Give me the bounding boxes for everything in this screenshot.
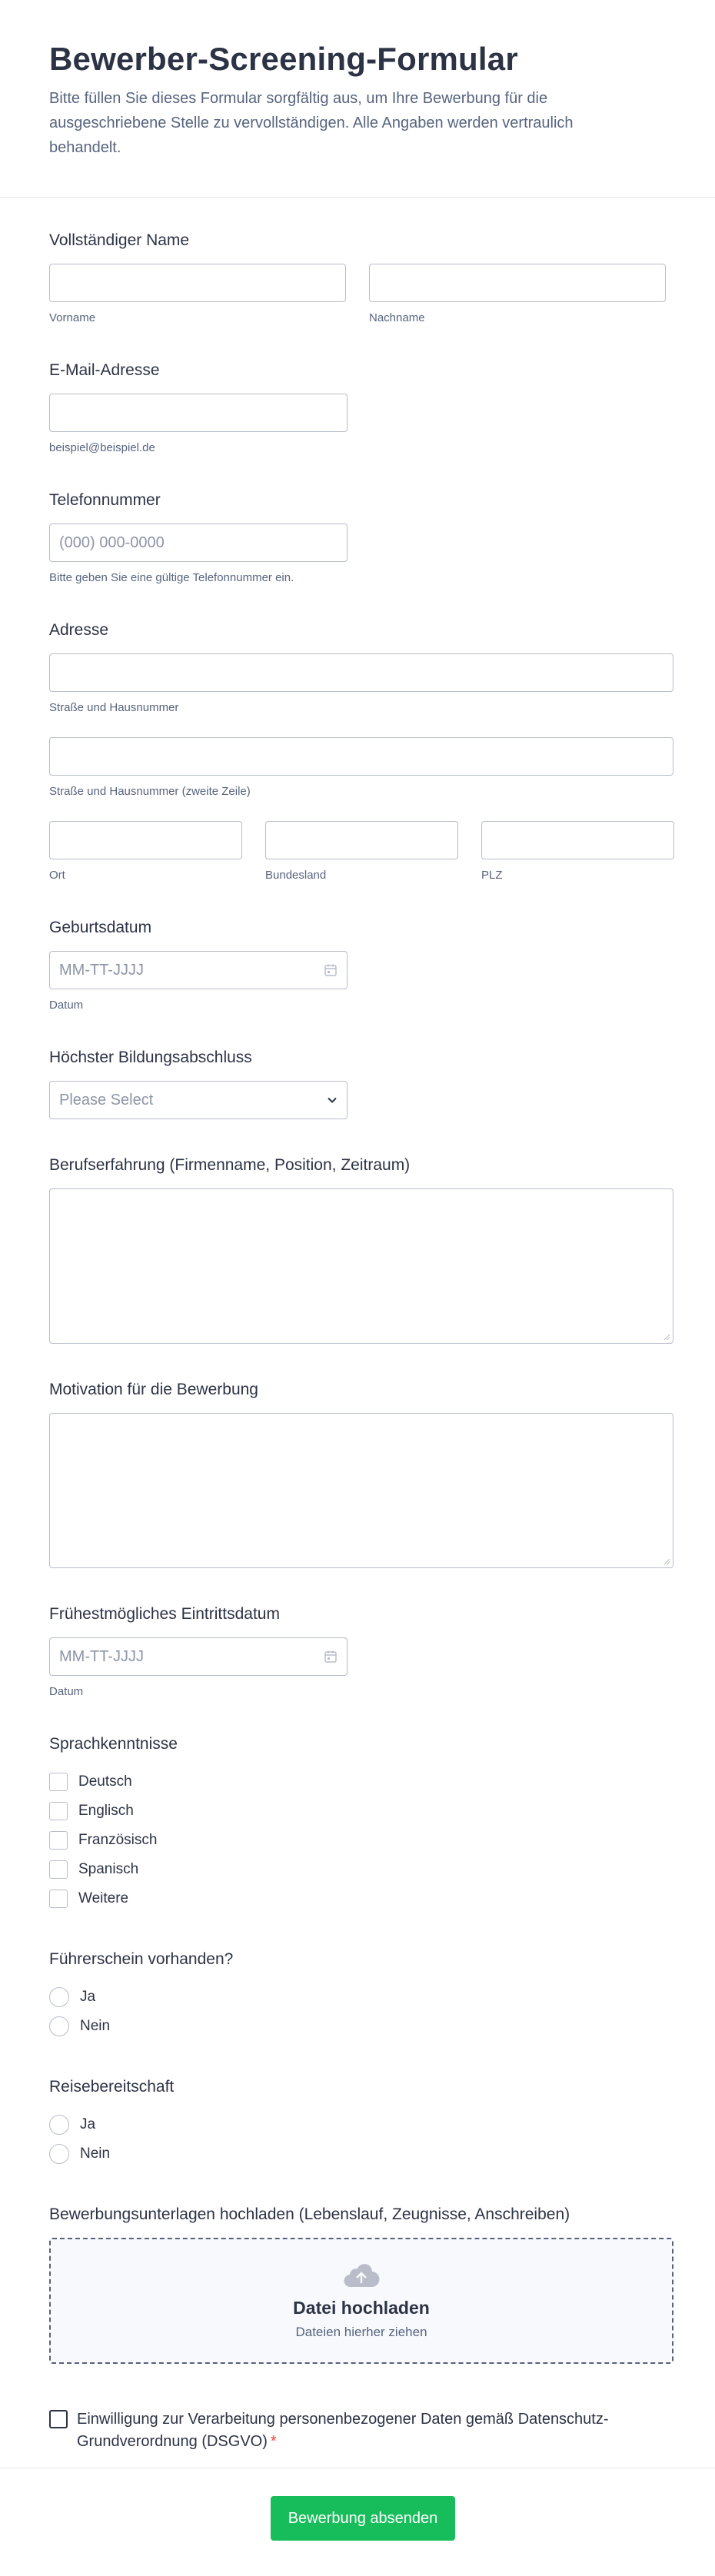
travel-option-label: Ja [80,2116,96,2133]
language-option-label: Spanisch [78,1861,139,1878]
phone-placeholder: (000) 000-0000 [59,533,165,551]
birthdate-sublabel: Datum [49,999,84,1012]
city-sublabel: Ort [49,869,65,882]
license-option-label: Ja [80,1989,96,2006]
license-label: Führerschein vorhanden? [49,1950,234,1969]
language-option[interactable] [49,1855,666,1884]
education-select[interactable] [49,1081,348,1119]
start-date-input[interactable] [49,1637,348,1676]
file-upload-dropzone[interactable] [49,2238,673,2364]
page-title: Bewerber-Screening-Formular [49,41,518,77]
birthdate-field [49,919,666,1012]
start-date-field [49,1605,666,1698]
language-option[interactable] [49,1884,666,1913]
education-selected-value: Please Select [59,1091,154,1109]
languages-label: Sprachkenntnisse [49,1735,178,1753]
consent-label [77,2408,630,2453]
state-input[interactable] [265,821,458,859]
email-input[interactable] [49,394,348,432]
consent-field [49,2408,666,2453]
experience-field [49,1156,666,1344]
upload-label: Bewerbungsunterlagen hochladen (Lebenslauf, Zeugnisse, Anschreiben) [49,2205,570,2224]
language-checkbox[interactable] [49,1860,68,1879]
calendar-icon[interactable] [324,1650,338,1664]
email-field [49,361,666,454]
last-name-input[interactable] [369,264,666,302]
travel-radio[interactable] [49,2115,69,2135]
consent-text: Einwilligung zur Verarbeitung personenbezogener Daten gemäß Datenschutz-Grundverordnung (DSGVO) [77,2411,609,2451]
cloud-upload-icon [343,2262,380,2288]
license-option-label: Nein [80,2018,111,2035]
consent-checkbox[interactable] [49,2410,68,2428]
first-name-sublabel: Vorname [49,311,96,325]
experience-textarea[interactable] [49,1188,673,1344]
education-label: Höchster Bildungsabschluss [49,1049,252,1067]
zip-input[interactable] [481,821,674,859]
birthdate-input[interactable] [49,951,348,989]
language-option-label: Englisch [78,1803,134,1820]
full-name-field [49,231,666,324]
travel-option-no[interactable] [49,2139,666,2169]
start-date-placeholder: MM-TT-JJJJ [59,1647,144,1665]
travel-radio[interactable] [49,2144,69,2164]
email-sublabel: beispiel@beispiel.de [49,441,155,455]
street2-input[interactable] [49,737,673,776]
birthdate-label: Geburtsdatum [49,919,152,937]
motivation-field [49,1381,666,1568]
language-checkbox[interactable] [49,1890,68,1908]
license-radio[interactable] [49,2016,69,2036]
language-option[interactable] [49,1767,666,1797]
form-body [0,198,715,2453]
upload-title: Datei hochladen [293,2297,430,2318]
calendar-icon[interactable] [324,963,338,977]
language-checkbox[interactable] [49,1831,68,1850]
license-option-no[interactable] [49,2012,666,2041]
page-description: Bitte füllen Sie dieses Formular sorgfältig aus, um Ihre Bewerbung für die ausgeschriebene Stelle zu vervollständigen. Alle Angaben werden vertraulich behandelt. [49,90,574,157]
email-label: E-Mail-Adresse [49,361,160,380]
street2-sublabel: Straße und Hausnummer (zweite Zeile) [49,785,251,799]
state-sublabel: Bundesland [265,869,327,882]
experience-label: Berufserfahrung (Firmenname, Position, Zeitraum) [49,1156,411,1175]
travel-option-yes[interactable] [49,2110,666,2139]
form-header [0,0,715,198]
required-asterisk: * [270,2433,277,2451]
city-input[interactable] [49,821,242,859]
form-footer [0,2468,715,2576]
motivation-label: Motivation für die Bewerbung [49,1381,258,1399]
chevron-down-icon [327,1095,338,1105]
travel-field [49,2078,666,2169]
resize-grip-icon[interactable] [663,1557,670,1565]
travel-label: Reisebereitschaft [49,2078,175,2096]
license-option-yes[interactable] [49,1983,666,2012]
language-checkbox[interactable] [49,1802,68,1820]
resize-grip-icon[interactable] [663,1333,670,1341]
phone-field [49,491,666,584]
education-field [49,1049,666,1119]
language-option-label: Französisch [78,1832,158,1849]
language-checkbox[interactable] [49,1773,68,1791]
motivation-textarea[interactable] [49,1413,673,1568]
phone-input[interactable] [49,524,348,562]
languages-field [49,1735,666,1913]
license-radio[interactable] [49,1987,69,2007]
phone-label: Telefonnummer [49,491,161,510]
full-name-label: Vollständiger Name [49,231,190,250]
start-date-label: Frühestmögliches Eintrittsdatum [49,1605,280,1624]
license-field [49,1950,666,2041]
upload-field [49,2205,666,2364]
address-label: Adresse [49,621,109,640]
address-field [49,621,666,882]
zip-sublabel: PLZ [481,869,503,882]
birthdate-placeholder: MM-TT-JJJJ [59,961,144,979]
street-sublabel: Straße und Hausnummer [49,701,179,715]
language-option[interactable] [49,1826,666,1855]
travel-option-label: Nein [80,2146,111,2162]
start-date-sublabel: Datum [49,1685,84,1699]
street-input[interactable] [49,653,673,692]
language-option[interactable] [49,1797,666,1826]
language-option-label: Weitere [78,1890,129,1907]
language-option-label: Deutsch [78,1773,132,1790]
last-name-sublabel: Nachname [369,311,425,325]
submit-button[interactable]: Bewerbung absenden [271,2496,455,2541]
phone-sublabel: Bitte geben Sie eine gültige Telefonnummer ein. [49,571,294,585]
first-name-input[interactable] [49,264,346,302]
upload-subtitle: Dateien hierher ziehen [295,2324,427,2339]
